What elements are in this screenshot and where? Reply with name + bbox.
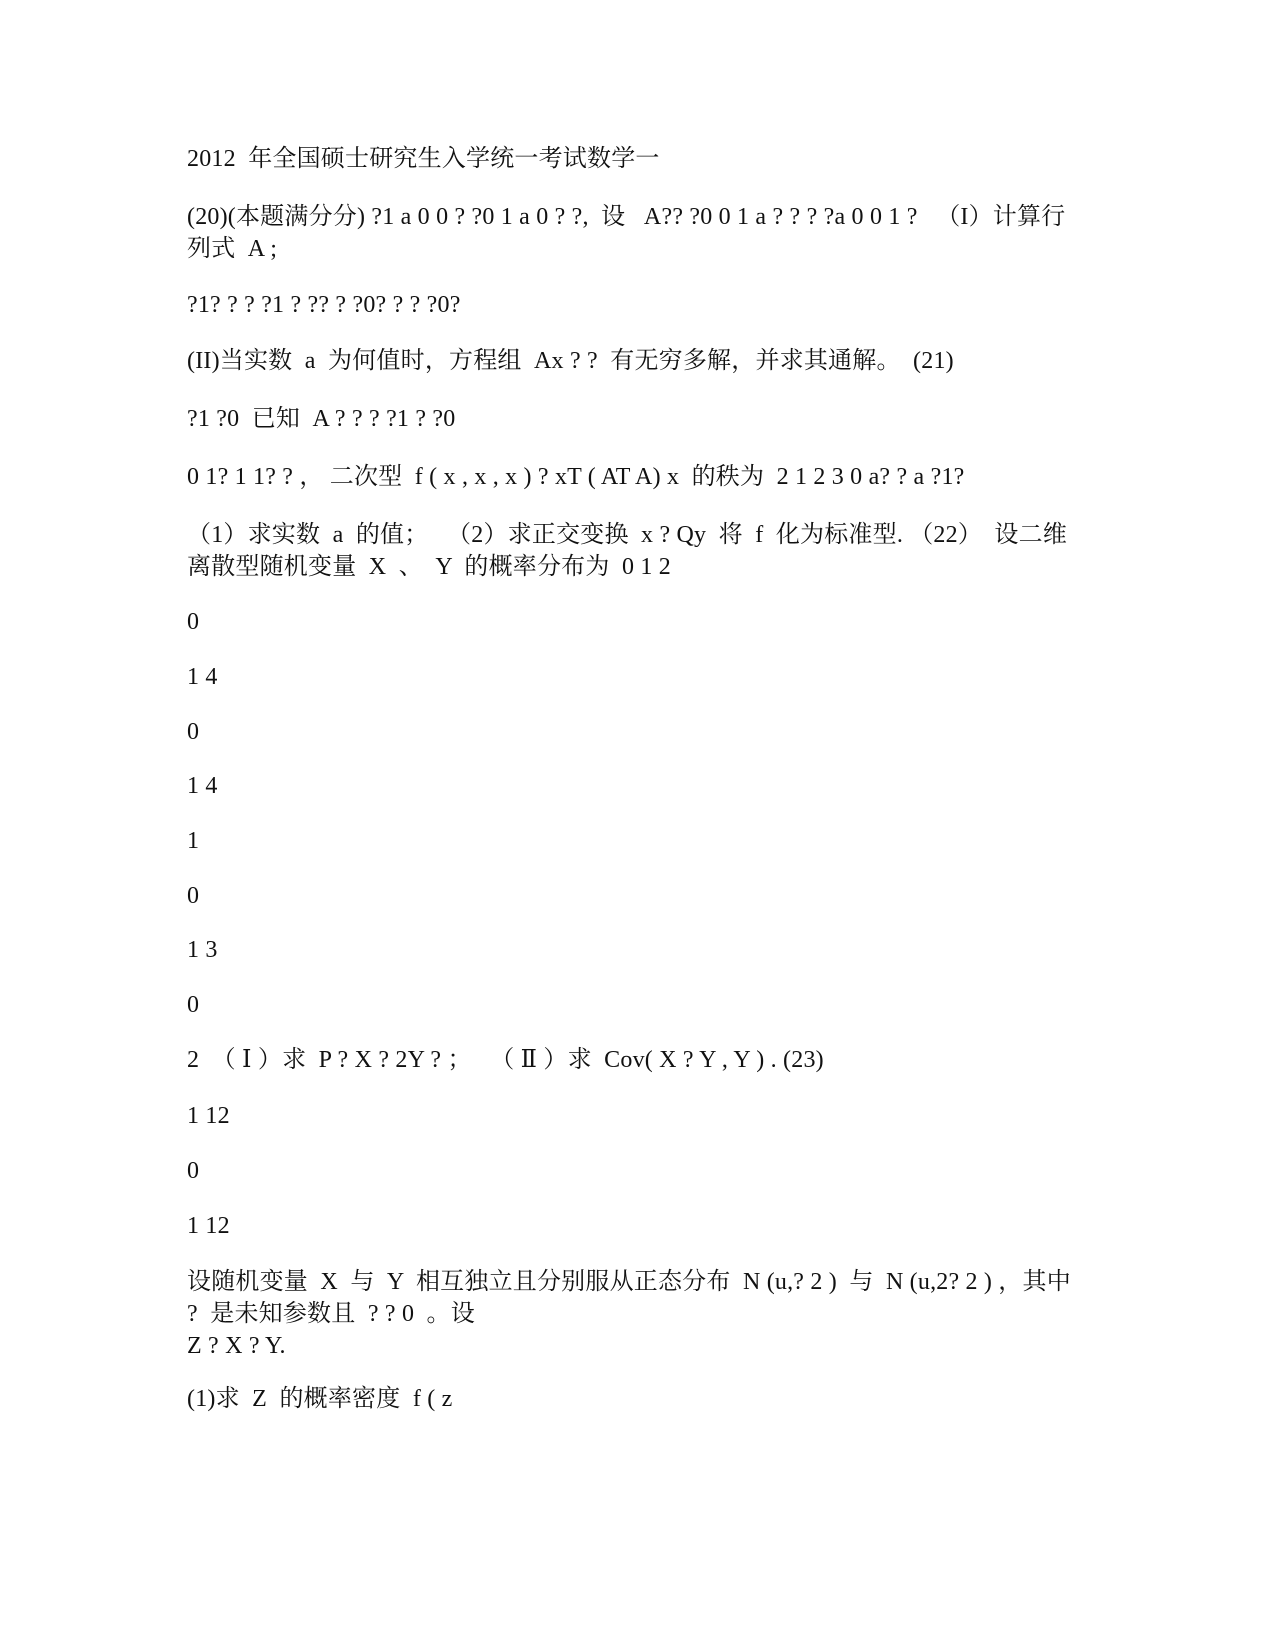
question-21-quadratic-form: 0 1? 1 1? ? ， 二次型 f ( x , x , x ) ? xT ( AT A) x 的秩为 2 1 2 3 0 a? ? a ?1?: [187, 464, 965, 490]
table-line: 1 3: [187, 937, 218, 963]
table-line: 0: [187, 883, 200, 909]
question-23-part-1: (1)求 Z 的概率密度 f ( z: [187, 1386, 453, 1412]
table-line: 1 12: [187, 1213, 230, 1239]
matrix-vector-text: ?1? ? ? ?1 ? ?? ? ?0? ? ? ?0?: [187, 292, 461, 318]
table-line: 0: [187, 609, 200, 635]
table-line: 1 4: [187, 664, 218, 690]
question-20-text: (20)(本题满分分) ?1 a 0 0 ? ?0 1 a 0 ? ?, 设 A?? ?0 0 1 a ? ? ? ?a 0 0 1 ? （I）计算行列式 A ;: [187, 204, 1066, 262]
table-line: 0: [187, 992, 200, 1018]
question-21-parts: （1）求实数 a 的值； （2）求正交变换 x ? Qy 将 f 化为标准型. （22） 设二维离散型随机变量 X 、 Y 的概率分布为 0 1 2: [187, 522, 1068, 580]
question-20-part-2: (II)当实数 a 为何值时，方程组 Ax ? ? 有无穷多解，并求其通解。 (21): [187, 348, 954, 374]
table-line: 0: [187, 1158, 200, 1184]
table-line: 1: [187, 828, 200, 854]
table-line: 1 12: [187, 1103, 230, 1129]
question-23-text: 设随机变量 X 与 Y 相互独立且分别服从正态分布 N (u,? 2 ) 与 N (u,2? 2 ) ，其中 ? 是未知参数且 ? ? 0 。设 Z ? X ? Y.: [187, 1269, 1071, 1359]
table-line: 0: [187, 719, 200, 745]
table-line: 1 4: [187, 773, 218, 799]
document-title: 2012 年全国硕士研究生入学统一考试数学一: [187, 146, 660, 172]
question-21-matrix: ?1 ?0 已知 A ? ? ? ?1 ? ?0: [187, 406, 456, 432]
question-22-parts: 2 （ Ⅰ ）求 P ? X ? 2Y ? ； （ Ⅱ ）求 Cov( X ? Y , Y ) . (23): [187, 1047, 824, 1073]
